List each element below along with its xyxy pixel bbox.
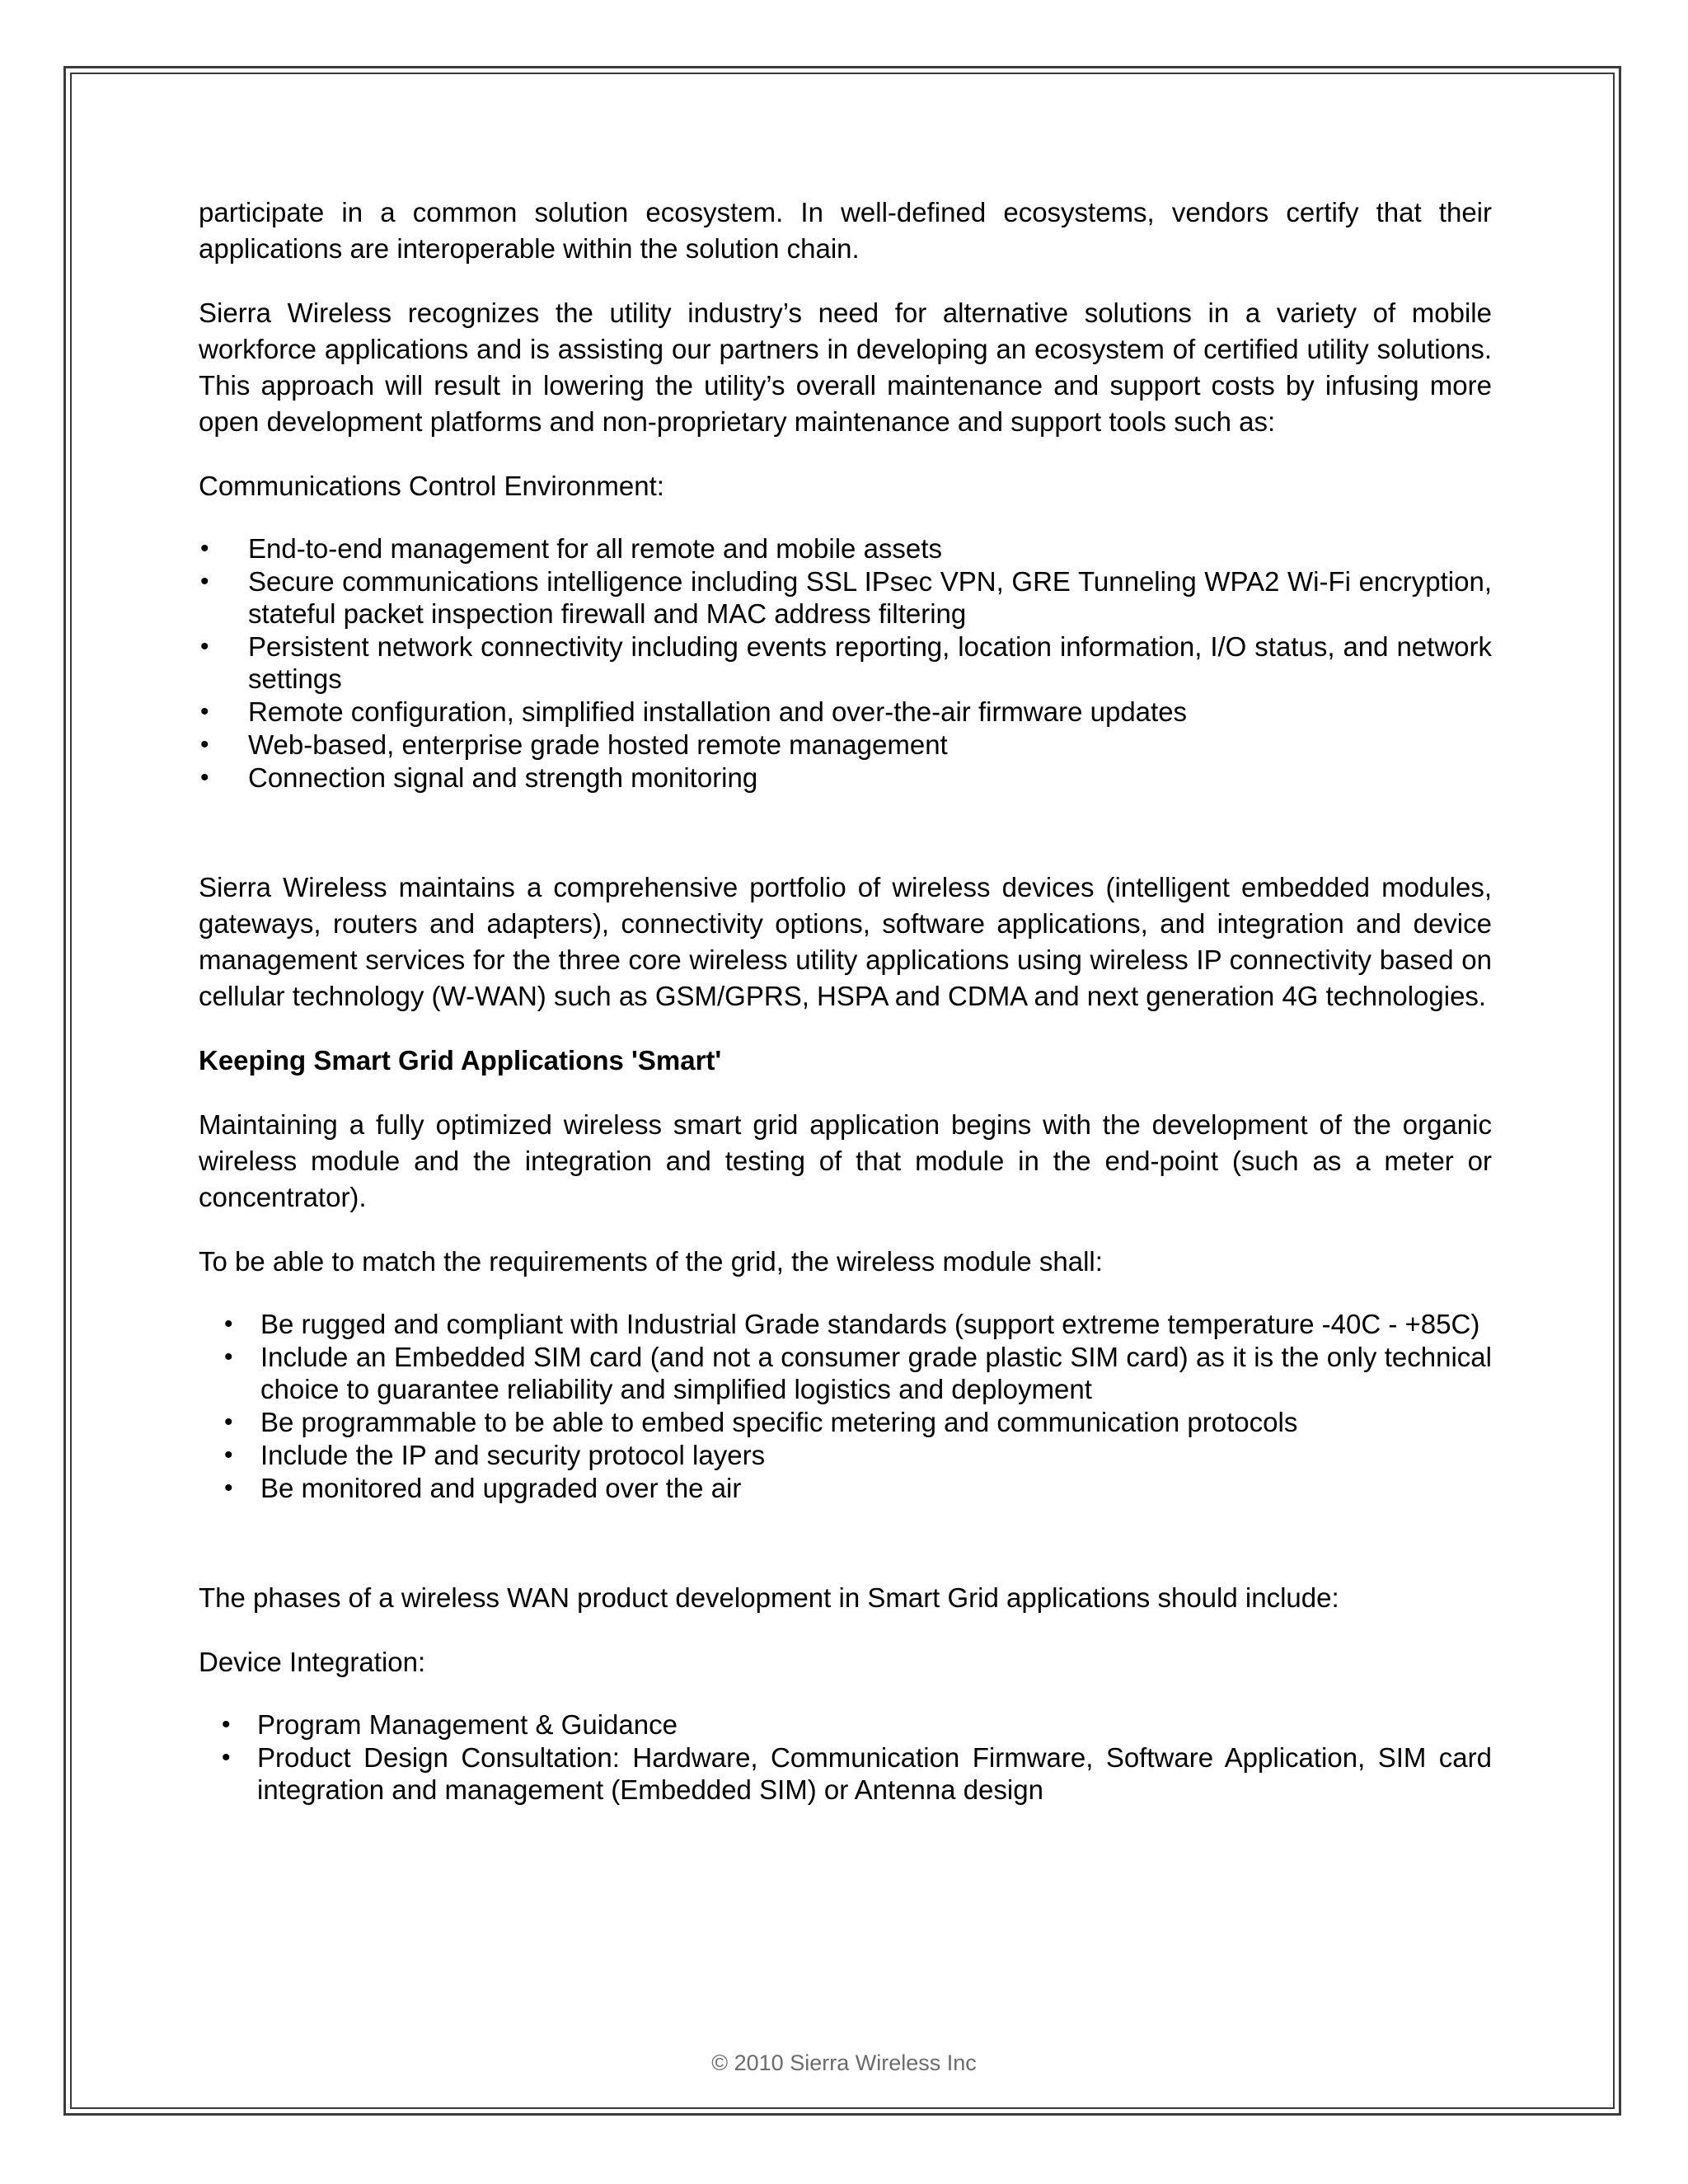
intro-paragraph: participate in a common solution ecosystem. In well-defined ecosystems, vendors certify that their applications are interoperable within the solution chain. — [199, 197, 1492, 264]
section-heading: Keeping Smart Grid Applications 'Smart' — [199, 1045, 722, 1076]
list-item: • Be monitored and upgraded over the air — [224, 1473, 742, 1503]
list-item: • Connection signal and strength monitoring — [200, 762, 758, 793]
list-item: • Be rugged and compliant with Industrial Grade standards (support extreme temperature -40C - +85C) — [224, 1309, 1480, 1339]
list-item: • Web-based, enterprise grade hosted remote management — [200, 729, 948, 760]
list-item: • Secure communications intelligence including SSL IPsec VPN, GRE Tunneling WPA2 Wi-Fi encryption, stateful packet inspection firewall and MAC address filtering — [200, 566, 1492, 629]
bullet-icon: • — [200, 633, 209, 660]
list-item: • Include an Embedded SIM card (and not a consumer grade plastic SIM card) as it is the only technical choice to guarantee reliability and simplified logistics and deployment — [224, 1342, 1492, 1404]
recognizes-paragraph: Sierra Wireless recognizes the utility industry’s need for alternative solutions in a variety of mobile workforce applications and is assisting our partners in developing an ecosystem of certified utility solutions. This approach will result in lowering the utility’s overall maintenance and support costs by infusing more open development platforms and non-proprietary maintenance and support tools such as: — [199, 298, 1492, 437]
phases-paragraph: The phases of a wireless WAN product development in Smart Grid applications should include: — [199, 1582, 1339, 1613]
bullet-icon: • — [200, 764, 209, 791]
list-item: • Remote configuration, simplified installation and over-the-air firmware updates — [200, 696, 1188, 727]
list-item: • Include the IP and security protocol layers — [224, 1440, 766, 1470]
device-integration-label: Device Integration: — [199, 1647, 426, 1677]
bullet-icon: • — [200, 731, 209, 758]
copyright-footer: © 2010 Sierra Wireless Inc — [711, 2050, 977, 2075]
bullet-icon: • — [224, 1310, 233, 1338]
list-item: • Persistent network connectivity including events reporting, location information, I/O status, and network settings — [200, 631, 1492, 694]
document-body — [199, 194, 1492, 1807]
comm-control-label: Communications Control Environment: — [199, 471, 664, 501]
device-integration-list — [199, 1708, 1492, 1806]
list-item: • End-to-end management for all remote and mobile assets — [200, 533, 942, 564]
list-item: • Be programmable to be able to embed specific metering and communication protocols — [224, 1407, 1298, 1437]
bullet-icon: • — [224, 1343, 233, 1371]
list-item: • Product Design Consultation: Hardware, Communication Firmware, Software Application, SIM card integration and management (Embedded SIM) or Antenna design — [222, 1742, 1492, 1805]
module-requirements-list — [199, 1308, 1492, 1504]
bullet-icon: • — [224, 1441, 233, 1469]
bullet-icon: • — [222, 1711, 231, 1738]
bullet-icon: • — [200, 535, 209, 562]
comm-control-list — [199, 532, 1492, 794]
bullet-icon: • — [222, 1744, 231, 1771]
bullet-icon: • — [200, 698, 209, 725]
portfolio-paragraph: Sierra Wireless maintains a comprehensive portfolio of wireless devices (intelligent embedded modules, gateways, routers and adapters), connectivity options, software applications, and integration and device management services for the three core wireless utility applications using wireless IP connectivity based on cellular technology (W-WAN) such as GSM/GPRS, HSPA and CDMA and next generation 4G technologies. — [199, 872, 1492, 1011]
bullet-icon: • — [200, 568, 209, 595]
maintaining-paragraph: Maintaining a fully optimized wireless smart grid application begins with the development of the organic wireless module and the integration and testing of that module in the end-point (such as a meter or concentrator). — [199, 1109, 1492, 1212]
bullet-icon: • — [224, 1408, 233, 1436]
requirements-intro: To be able to match the requirements of the grid, the wireless module shall: — [199, 1246, 1103, 1277]
list-item: • Program Management & Guidance — [222, 1709, 678, 1740]
bullet-icon: • — [224, 1474, 233, 1502]
